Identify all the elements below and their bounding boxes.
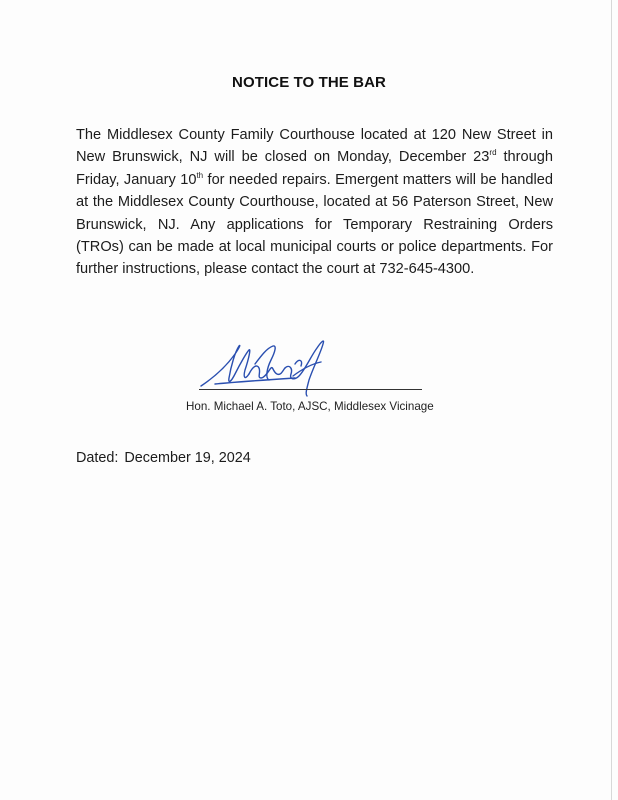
page-edge bbox=[611, 0, 612, 800]
dated-line bbox=[76, 450, 251, 466]
dated-value: December 19, 2024 bbox=[124, 450, 251, 466]
signature-line bbox=[199, 389, 422, 390]
notice-body-part-1: The Middlesex County Family Courthouse located at 120 New Street in New Brunswick, NJ will be closed on Monday, December 23 bbox=[76, 127, 553, 166]
ordinal-suffix-2: th bbox=[196, 170, 204, 180]
signer-name: Hon. Michael A. Toto, AJSC, Middlesex Vicinage bbox=[186, 400, 434, 413]
notice-title: NOTICE TO THE BAR bbox=[232, 74, 386, 91]
notice-body-part-3: for needed repairs. Emergent matters will be handled at the Middlesex County Courthouse, located at 56 Paterson Street, New Brunswick, NJ. Any applications for Temporary Restraining Orders (TROs) can be made at local municipal courts or police departments. For further instructions, please contact the court at 732-645-4300. bbox=[76, 171, 553, 278]
notice-body bbox=[76, 124, 553, 281]
ordinal-suffix-1: rd bbox=[489, 148, 497, 158]
notice-body-part-2: through Friday, January 10 bbox=[76, 149, 553, 188]
dated-label: Dated: bbox=[76, 450, 119, 466]
